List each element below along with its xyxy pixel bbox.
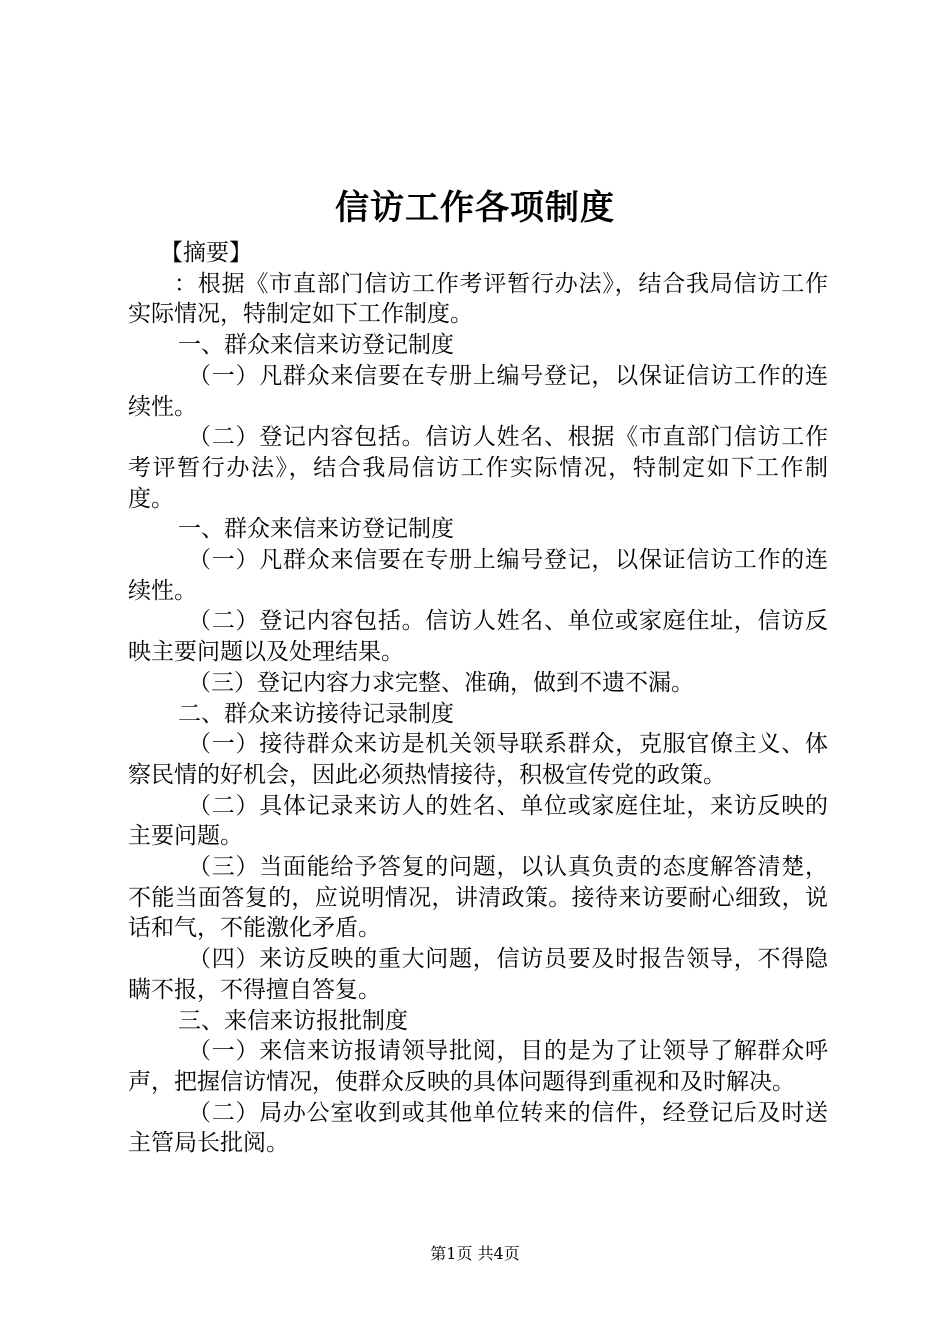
paragraph: （二）具体记录来访人的姓名、单位或家庭住址，来访反映的主要问题。 [128,792,828,850]
paragraph: （一）接待群众来访是机关领导联系群众，克服官僚主义、体察民情的好机会，因此必须热情接待，积极宣传党的政策。 [128,731,828,788]
section-heading: 三、来信来访报批制度 [178,1007,408,1034]
section-heading: 二、群众来访接待记录制度 [178,700,454,727]
paragraph: （二）登记内容包括。信访人姓名、根据《市直部门信访工作考评暂行办法》，结合我局信访工作实际情况，特制定如下工作制度。 [128,424,828,512]
paragraph: （四）来访反映的重大问题，信访员要及时报告领导，不得隐瞒不报，不得擅自答复。 [128,946,828,1003]
summary-label: 【摘要】 [160,240,252,266]
page-number-footer: 第1页 共4页 [430,1244,520,1263]
paragraph: （二）局办公室收到或其他单位转来的信件，经登记后及时送主管局长批阅。 [128,1099,828,1157]
paragraph: （一）来信来访报请领导批阅，目的是为了让领导了解群众呼声，把握信访情况，使群众反映的具体问题得到重视和及时解决。 [128,1038,828,1095]
paragraph: （一）凡群众来信要在专册上编号登记，以保证信访工作的连续性。 [128,547,828,604]
paragraph: （三）当面能给予答复的问题，以认真负责的态度解答清楚，不能当面答复的，应说明情况，讲清政策。接待来访要耐心细致，说话和气，不能激化矛盾。 [128,854,828,942]
paragraph: （一）凡群众来信要在专册上编号登记，以保证信访工作的连续性。 [128,362,828,420]
section-heading: 一、群众来信来访登记制度 [178,332,454,359]
paragraph: ：根据《市直部门信访工作考评暂行办法》，结合我局信访工作实际情况，特制定如下工作制度。 [128,270,828,328]
document-body [128,238,828,1159]
section-heading: 一、群众来信来访登记制度 [178,516,454,543]
paragraph: （三）登记内容力求完整、准确，做到不遗不漏。 [188,669,694,696]
paragraph: （二）登记内容包括。信访人姓名、单位或家庭住址，信访反映主要问题以及处理结果。 [128,608,828,666]
document-title: 信访工作各项制度 [335,188,615,228]
